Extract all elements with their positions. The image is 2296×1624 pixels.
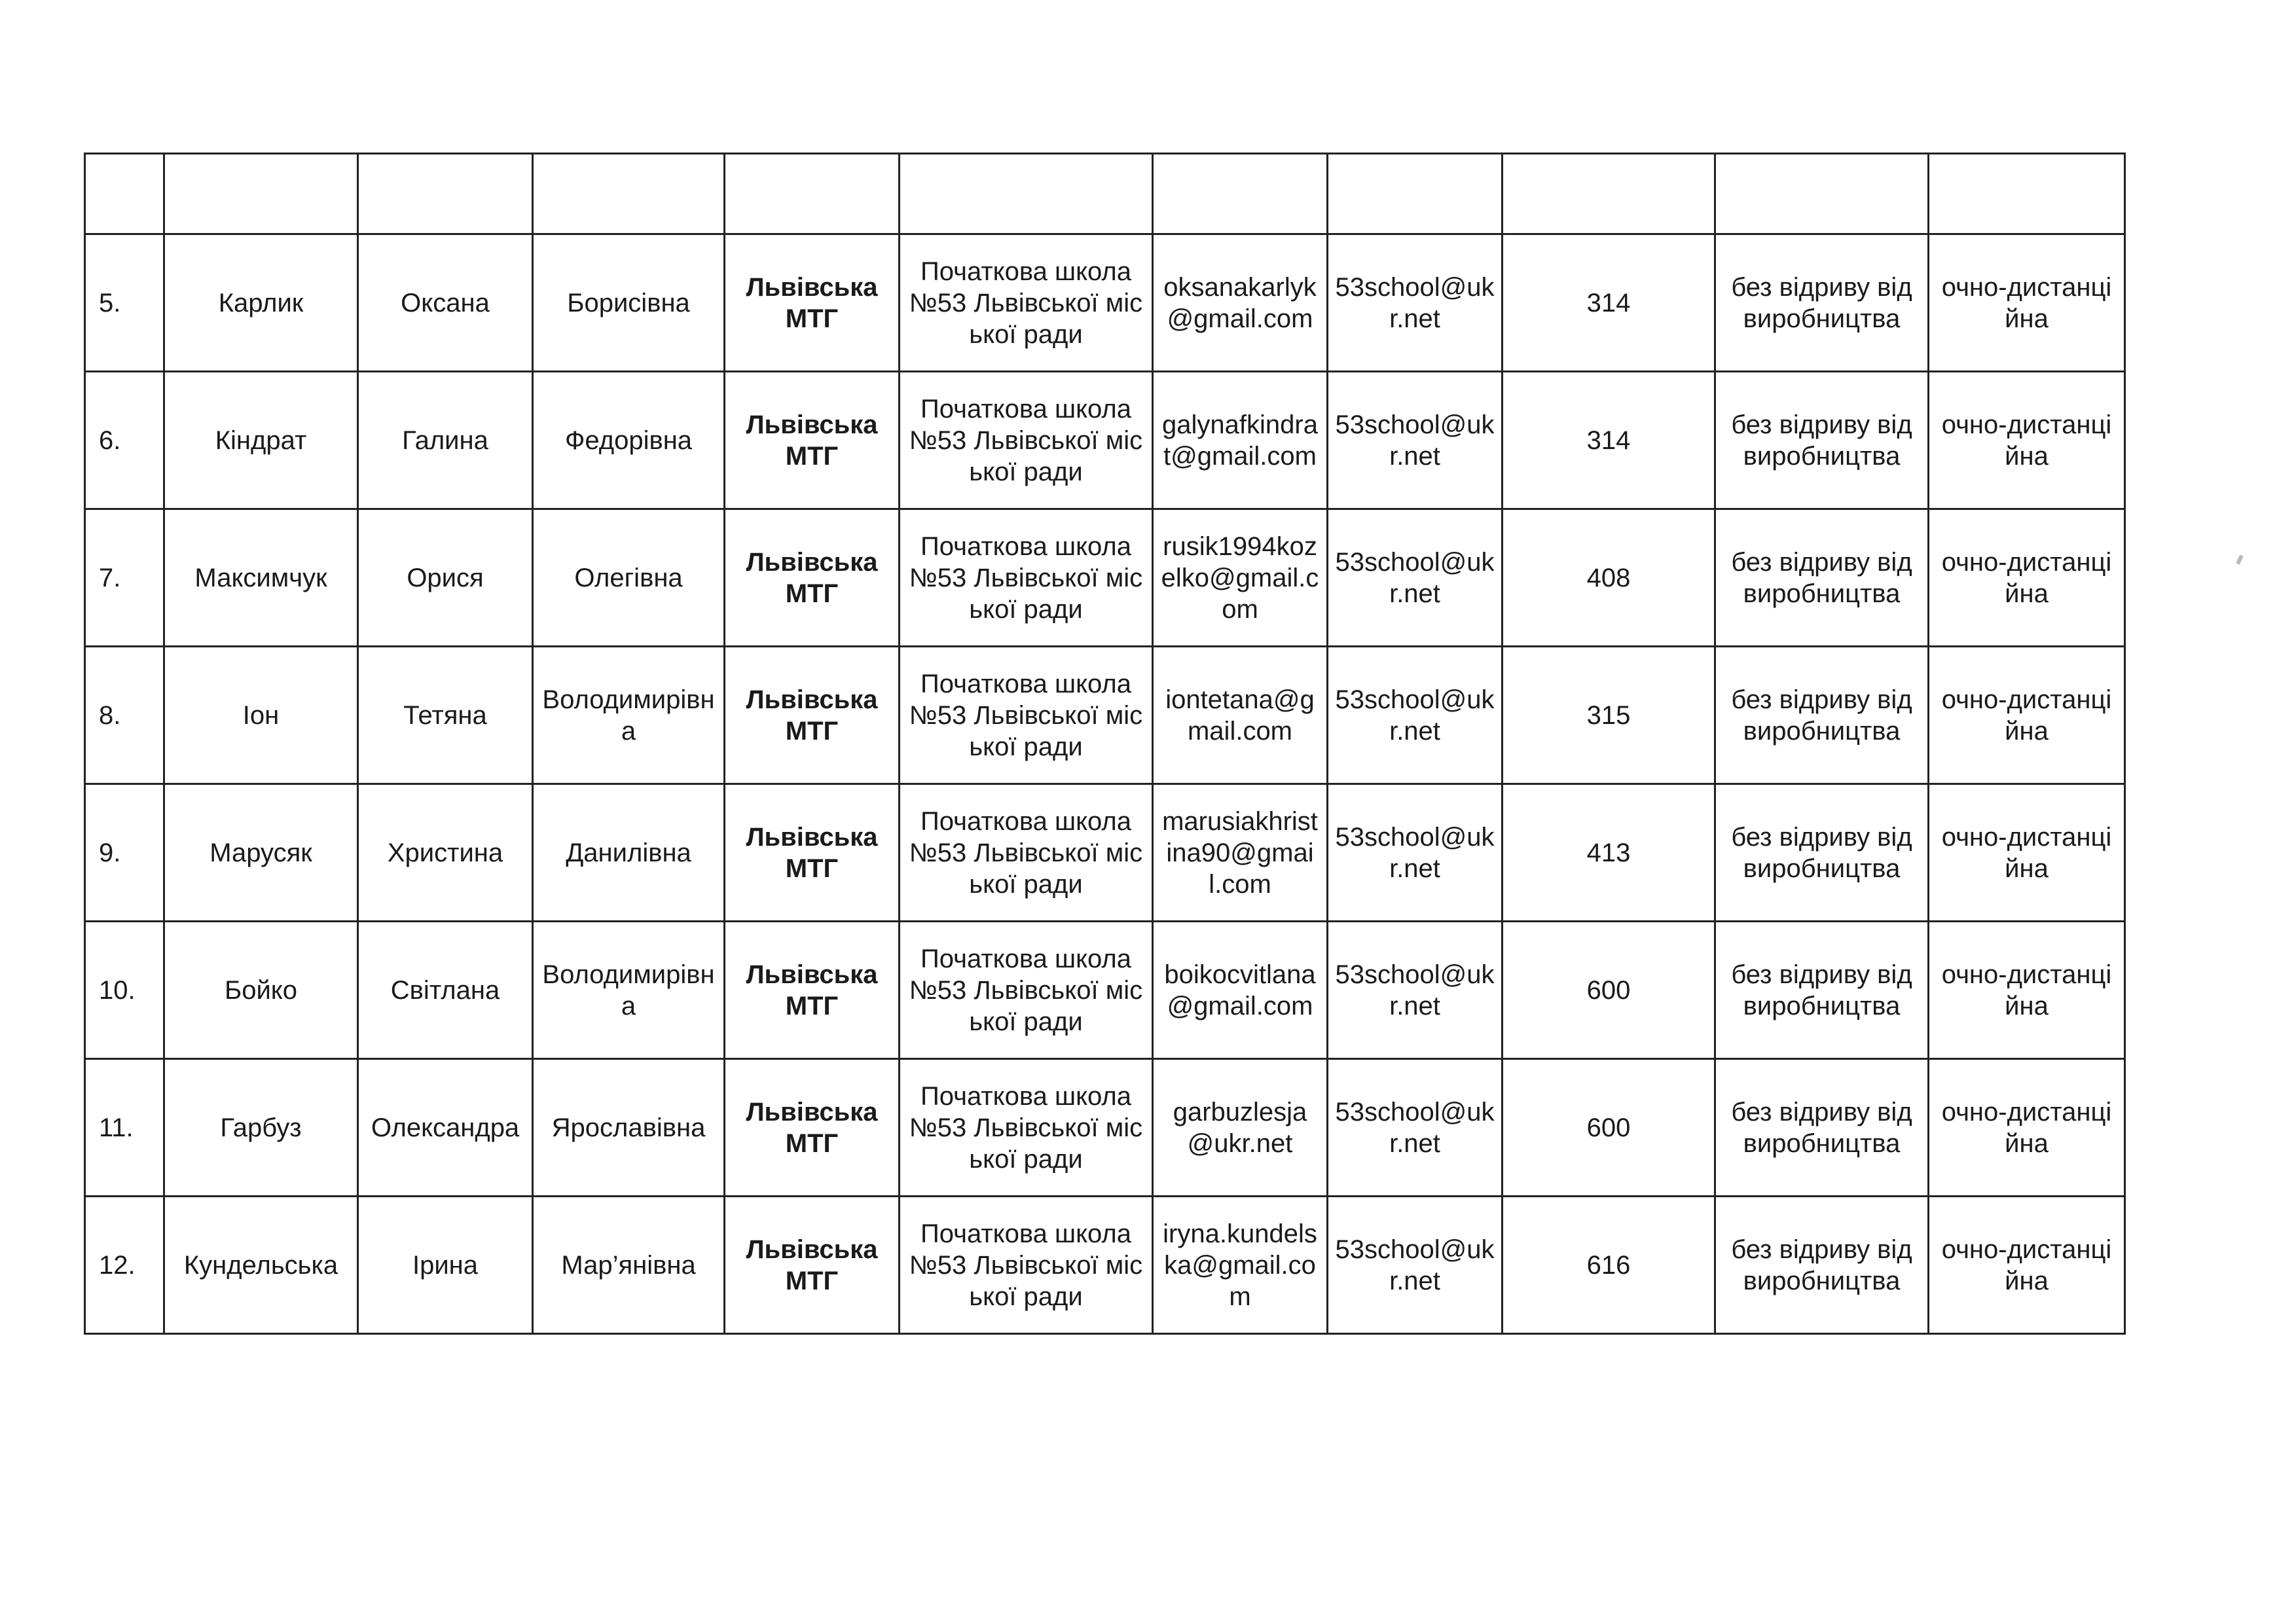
cell-first-name: Христина [358,784,533,922]
cell-surname: Кундельська [164,1197,358,1334]
cell-code: 408 [1503,509,1715,647]
cell-study-mode: очно-дистанційна [1929,372,2125,509]
header-cell [1328,154,1503,234]
table-row [85,234,2125,372]
cell-surname: Гарбуз [164,1059,358,1197]
cell-study-form: без відриву від виробництва [1715,234,1929,372]
table-row [85,1059,2125,1197]
header-cell [725,154,900,234]
participants-table [84,153,2126,1335]
table-row [85,1197,2125,1334]
cell-school: Початкова школа №53 Львівської міської ради [900,509,1153,647]
cell-school: Початкова школа №53 Львівської міської ради [900,647,1153,784]
cell-patronymic: Ярославівна [533,1059,725,1197]
cell-first-name: Тетяна [358,647,533,784]
cell-email: rusik1994kozelko@gmail.com [1153,509,1328,647]
table-row [85,372,2125,509]
cell-school-email: 53school@ukr.net [1328,922,1503,1059]
cell-school-email: 53school@ukr.net [1328,1197,1503,1334]
cell-hromada: Львівська МТГ [725,372,900,509]
cell-hromada: Львівська МТГ [725,647,900,784]
cell-first-name: Орися [358,509,533,647]
cell-hromada: Львівська МТГ [725,922,900,1059]
cell-surname: Карлик [164,234,358,372]
cell-study-form: без відриву від виробництва [1715,1197,1929,1334]
cell-first-name: Ірина [358,1197,533,1334]
cell-email: garbuzlesja@ukr.net [1153,1059,1328,1197]
cell-school-email: 53school@ukr.net [1328,784,1503,922]
header-cell [1503,154,1715,234]
cell-hromada: Львівська МТГ [725,1197,900,1334]
header-cell [533,154,725,234]
cell-study-mode: очно-дистанційна [1929,922,2125,1059]
cell-surname: Бойко [164,922,358,1059]
cell-first-name: Світлана [358,922,533,1059]
cell-surname: Кіндрат [164,372,358,509]
cell-hromada: Львівська МТГ [725,234,900,372]
table-row [85,509,2125,647]
cell-first-name: Оксана [358,234,533,372]
cell-study-form: без відриву від виробництва [1715,784,1929,922]
table-row [85,784,2125,922]
cell-patronymic: Данилівна [533,784,725,922]
cell-code: 616 [1503,1197,1715,1334]
cell-hromada: Львівська МТГ [725,1059,900,1197]
cell-email: boikocvitlana@gmail.com [1153,922,1328,1059]
cell-code: 314 [1503,234,1715,372]
cell-patronymic: Володимирівна [533,922,725,1059]
table-row [85,922,2125,1059]
cell-study-form: без відриву від виробництва [1715,647,1929,784]
cell-surname: Марусяк [164,784,358,922]
scan-artifact [2236,554,2243,564]
cell-study-mode: очно-дистанційна [1929,509,2125,647]
cell-study-mode: очно-дистанційна [1929,234,2125,372]
cell-school-email: 53school@ukr.net [1328,372,1503,509]
cell-surname: Максимчук [164,509,358,647]
cell-email: galynafkindrat@gmail.com [1153,372,1328,509]
cell-study-mode: очно-дистанційна [1929,647,2125,784]
cell-number: 10. [85,922,164,1059]
header-cell [164,154,358,234]
table-row [85,647,2125,784]
cell-patronymic: Володимирівна [533,647,725,784]
cell-surname: Іон [164,647,358,784]
cell-email: marusiakhristina90@gmail.com [1153,784,1328,922]
cell-number: 11. [85,1059,164,1197]
cell-first-name: Олександра [358,1059,533,1197]
cell-study-form: без відриву від виробництва [1715,372,1929,509]
cell-code: 314 [1503,372,1715,509]
cell-school: Початкова школа №53 Львівської міської ради [900,784,1153,922]
cell-patronymic: Мар’янівна [533,1197,725,1334]
table-header-row [85,154,2125,234]
cell-code: 315 [1503,647,1715,784]
cell-code: 413 [1503,784,1715,922]
cell-study-mode: очно-дистанційна [1929,784,2125,922]
table-body [85,154,2125,1334]
cell-study-form: без відриву від виробництва [1715,509,1929,647]
cell-number: 12. [85,1197,164,1334]
cell-hromada: Львівська МТГ [725,509,900,647]
header-cell [1929,154,2125,234]
cell-school-email: 53school@ukr.net [1328,1059,1503,1197]
cell-email: iontetana@gmail.com [1153,647,1328,784]
cell-code: 600 [1503,922,1715,1059]
header-cell [358,154,533,234]
cell-study-mode: очно-дистанційна [1929,1197,2125,1334]
cell-school: Початкова школа №53 Львівської міської ради [900,922,1153,1059]
cell-school: Початкова школа №53 Львівської міської ради [900,372,1153,509]
cell-number: 6. [85,372,164,509]
cell-school-email: 53school@ukr.net [1328,234,1503,372]
cell-school: Початкова школа №53 Львівської міської ради [900,1059,1153,1197]
cell-school-email: 53school@ukr.net [1328,509,1503,647]
cell-email: oksanakarlyk@gmail.com [1153,234,1328,372]
header-cell [900,154,1153,234]
cell-study-mode: очно-дистанційна [1929,1059,2125,1197]
cell-first-name: Галина [358,372,533,509]
cell-hromada: Львівська МТГ [725,784,900,922]
cell-study-form: без відриву від виробництва [1715,922,1929,1059]
cell-study-form: без відриву від виробництва [1715,1059,1929,1197]
cell-school: Початкова школа №53 Львівської міської ради [900,1197,1153,1334]
cell-number: 8. [85,647,164,784]
cell-email: iryna.kundelska@gmail.com [1153,1197,1328,1334]
cell-school: Початкова школа №53 Львівської міської ради [900,234,1153,372]
cell-number: 9. [85,784,164,922]
cell-patronymic: Федорівна [533,372,725,509]
cell-patronymic: Борисівна [533,234,725,372]
cell-patronymic: Олегівна [533,509,725,647]
header-cell [85,154,164,234]
cell-code: 600 [1503,1059,1715,1197]
header-cell [1153,154,1328,234]
header-cell [1715,154,1929,234]
cell-school-email: 53school@ukr.net [1328,647,1503,784]
cell-number: 7. [85,509,164,647]
cell-number: 5. [85,234,164,372]
